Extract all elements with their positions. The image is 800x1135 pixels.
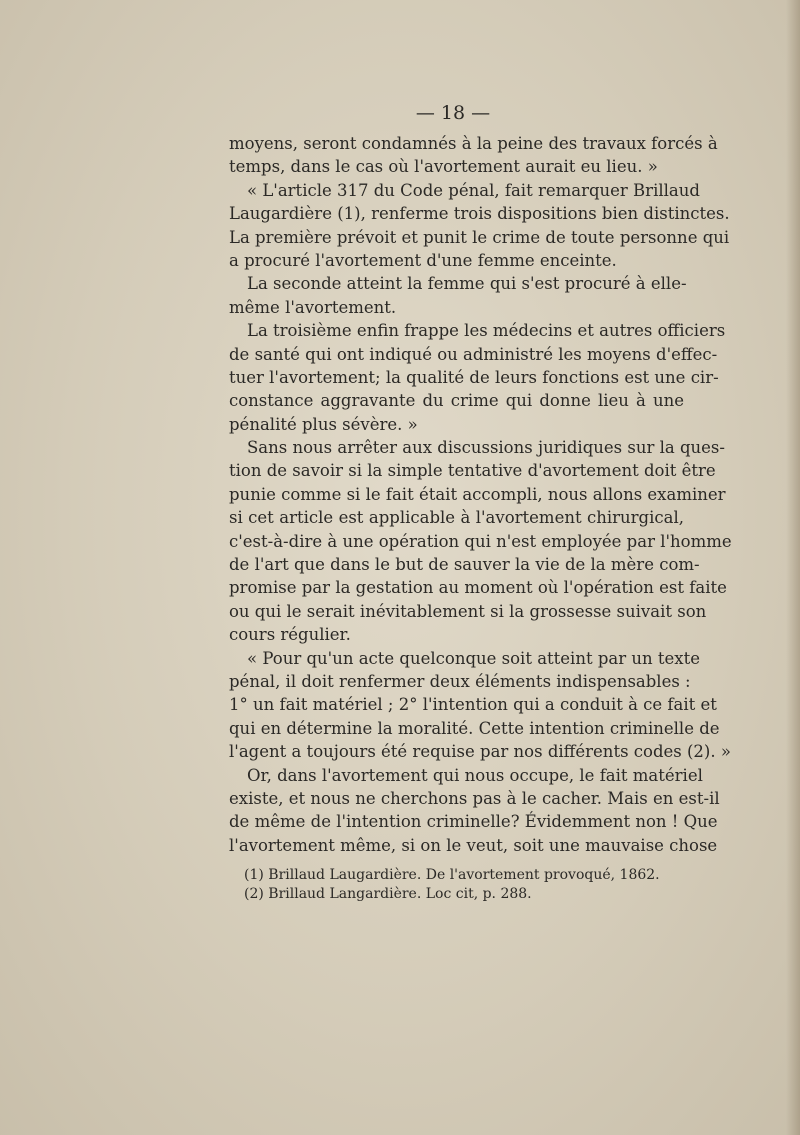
text-line: constance aggravante du crime qui donne lieu à une [229, 391, 684, 411]
text-line: cours régulier. [229, 625, 351, 645]
text-line: tuer l'avortement; la qualité de leurs fonctions est une cir- [229, 367, 719, 387]
text-line: « Pour qu'un acte quelconque soit atteint par un texte [247, 648, 700, 668]
text-line: temps, dans le cas où l'avortement aurait eu lieu. » [229, 157, 658, 177]
text-line: existe, et nous ne cherchons pas à le cacher. Mais en est-il [229, 788, 720, 808]
text-line: de santé qui ont indiqué ou administré les moyens d'effec- [229, 344, 718, 364]
text-line: pénal, il doit renfermer deux éléments indispensables : [229, 671, 691, 691]
page-number: — 18 — [415, 102, 491, 124]
text-line: La première prévoit et punit le crime de toute personne qui [229, 227, 730, 247]
text-line: de l'art que dans le but de sauver la vie de la mère com- [229, 555, 700, 575]
text-line: a procuré l'avortement d'une femme enceinte. [229, 250, 617, 270]
text-line: Laugardière (1), renferme trois dispositions bien distinctes. [229, 204, 730, 224]
text-line: « L'article 317 du Code pénal, fait remarquer Brillaud [247, 180, 700, 200]
text-line: Or, dans l'avortement qui nous occupe, le fait matériel [247, 765, 703, 785]
text-line: l'avortement même, si on le veut, soit une mauvaise chose [229, 835, 718, 855]
text-line: de même de l'intention criminelle? Évidemment non ! Que [229, 812, 718, 832]
text-line: 1° un fait matériel ; 2° l'intention qui a conduit à ce fait et [229, 695, 717, 715]
text-line: punie comme si le fait était accompli, nous allons examiner [229, 484, 726, 504]
text-line: ou qui le serait inévitablement si la grossesse suivait son [229, 601, 707, 621]
text-line: même l'avortement. [229, 297, 397, 317]
text-line: La seconde atteint la femme qui s'est procuré à elle- [247, 274, 687, 294]
text-line: moyens, seront condamnés à la peine des travaux forcés à [229, 134, 718, 153]
body-text [229, 132, 732, 857]
text-line: qui en détermine la moralité. Cette intention criminelle de [229, 718, 720, 738]
text-line: l'agent a toujours été requise par nos différents codes (2). » [229, 742, 731, 762]
page-edge-shadow [786, 0, 800, 1135]
text-line: si cet article est applicable à l'avortement chirurgical, [229, 508, 684, 528]
text-line: promise par la gestation au moment où l'opération est faite [229, 578, 727, 598]
footnote-2: (2) Brillaud Langardière. Loc cit, p. 288. [244, 886, 532, 902]
text-line: c'est-à-dire à une opération qui n'est employée par l'homme [229, 531, 732, 551]
text-line: La troisième enfin frappe les médecins et autres officiers [247, 321, 726, 341]
text-line: tion de savoir si la simple tentative d'avortement doit être [229, 461, 716, 481]
footnote-1: (1) Brillaud Laugardière. De l'avortement provoqué, 1862. [244, 867, 660, 883]
text-line: pénalité plus sévère. » [229, 414, 418, 434]
footnotes [244, 866, 684, 904]
text-line: Sans nous arrêter aux discussions juridiques sur la ques- [247, 438, 725, 458]
